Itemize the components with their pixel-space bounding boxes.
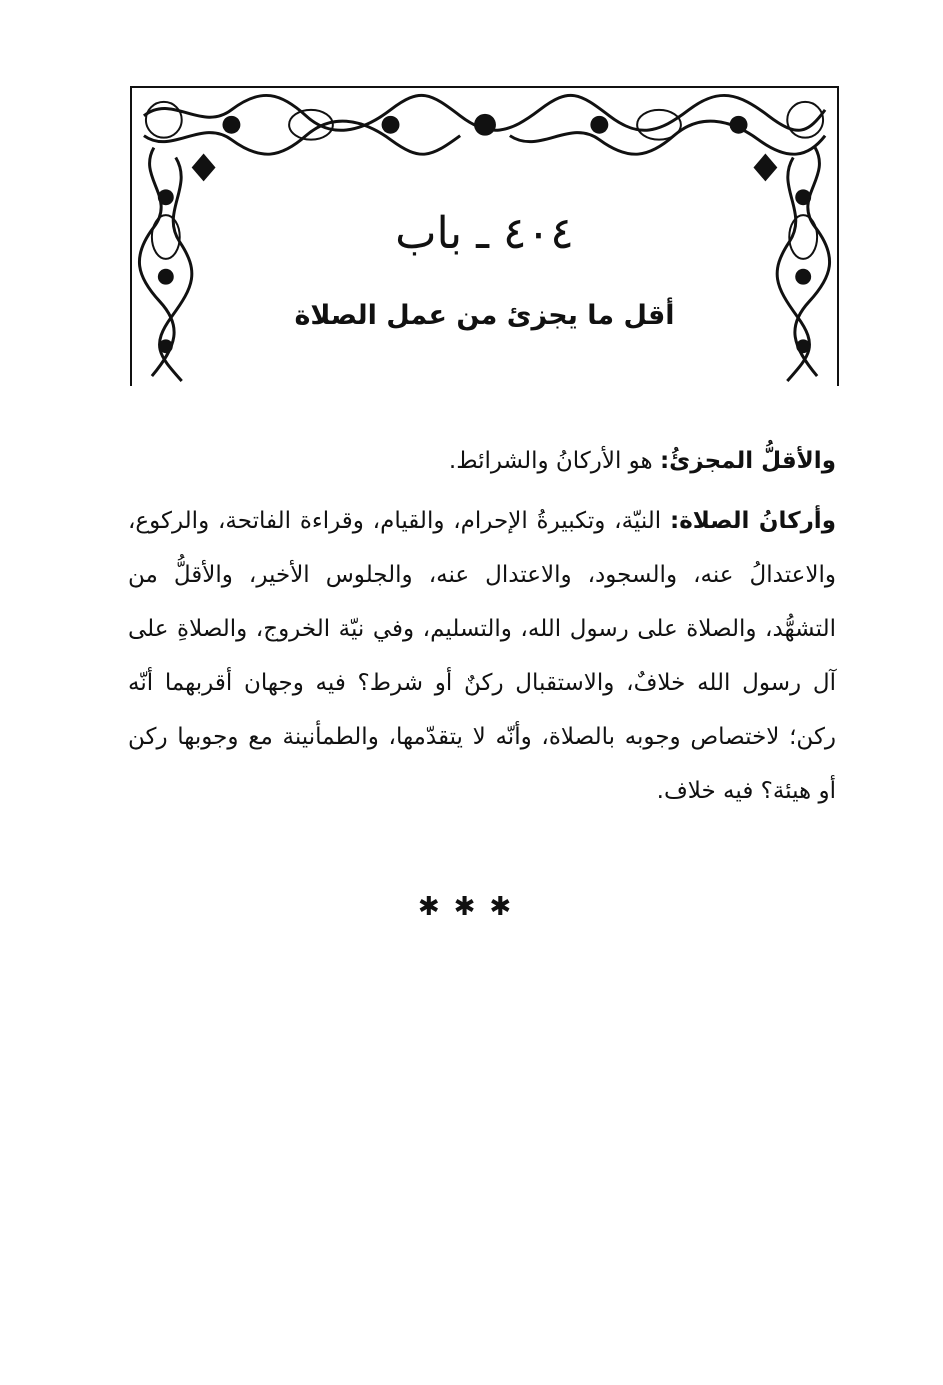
term-minimum-sufficient: والأقلُّ المجزئُ: [659, 448, 836, 474]
paragraph-definition-text: هو الأركانُ والشرائط. [448, 448, 660, 474]
body-text [128, 434, 836, 818]
paragraph-definition [128, 434, 836, 488]
chapter-title: ٤٠٤ ـ باب [395, 208, 574, 259]
section-separator: ✱✱✱ [417, 892, 526, 922]
term-pillars-of-prayer: وأركانُ الصلاة: [670, 508, 836, 534]
paragraph-pillars [128, 494, 836, 818]
paragraph-pillars-text: النيّة، وتكبيرةُ الإحرام، والقيام، وقراءة الفاتحة، والركوع، والاعتدالُ عنه، والسجود، والاعتدال عنه، والجلوس الأخير، والأقلُّ من التشهُّد، والصلاة على رسول الله، والتسليم، وفي نيّة الخروج، والصلاةِ على آل رسول الله خلافٌ، والاستقبال ركنٌ أو شرط؟ فيه وجهان أقربهما أنّه ركن؛ لاختصاص وجوبه بالصلاة، وأنّه لا يتقدّمها، والطمأنينة مع وجوبها ركن أو هيئة؟ فيه خلاف. [128, 508, 836, 804]
chapter-header-frame [130, 86, 839, 386]
chapter-subtitle: أقل ما يجزئ من عمل الصلاة [294, 300, 675, 331]
